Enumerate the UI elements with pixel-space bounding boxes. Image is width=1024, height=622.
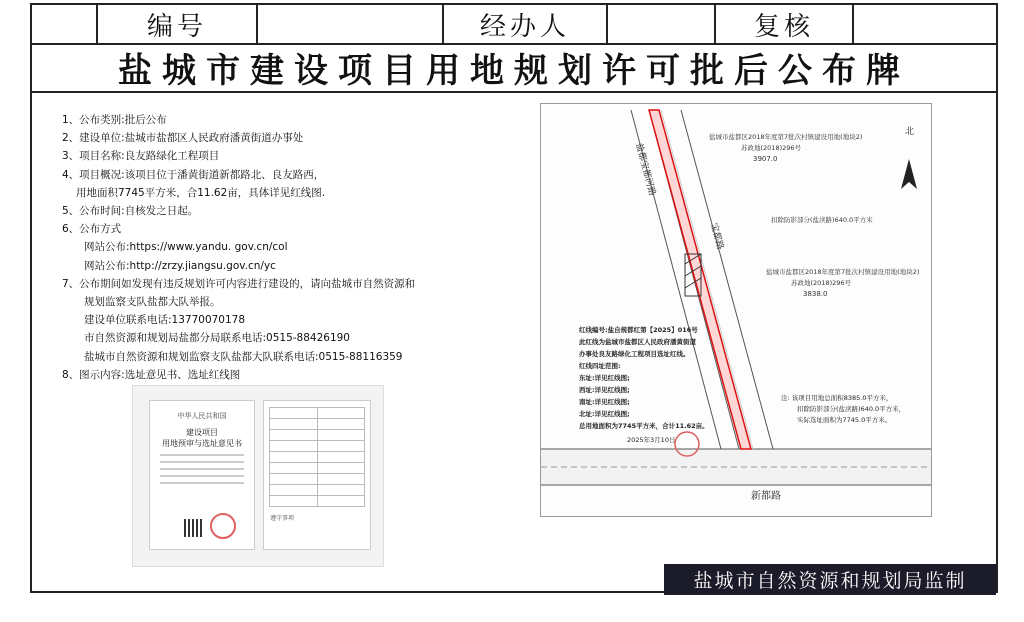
item-figures: 8、图示内容:选址意见书、选址红线图 (62, 368, 241, 381)
doc-notice-label: 遵守事项 (270, 515, 295, 522)
site-selection-document (132, 385, 384, 567)
redline-text-2: 此红线为盐城市盐都区人民政府潘黄街道 (579, 338, 696, 346)
notice-items (62, 111, 492, 384)
summary-3: 实际选址面积为7745.0平方米。 (797, 416, 892, 424)
doc-text-lines (156, 454, 248, 484)
red-line-map (540, 103, 932, 517)
header-blank-cell-3 (608, 5, 716, 43)
item-overview: 4、项目概况:该项目位于潘黄街道新都路北、良友路西， (62, 168, 325, 181)
redline-text-4: 红线四址范围: (579, 362, 621, 370)
page-title: 盐城市建设项目用地规划许可批后公布牌 (32, 43, 996, 93)
header-number: 编号 (98, 5, 258, 43)
summary-1: 注: 该项目用地总面积8385.0平方米， (781, 394, 893, 402)
parcel1-ref: 苏政地(2018)296号 (741, 144, 802, 152)
item-report: 7、公布期间如发现有违反规划许可内容进行建设的，请向盐城市自然资源和 (62, 277, 416, 290)
summary-2: 扣除防影部分(盐渎路)640.0平方米， (797, 405, 906, 413)
item-method: 6、公布方式 (62, 223, 122, 236)
redline-text-5: 东址:详见红线图; (579, 374, 630, 382)
redline-text-1: 红线编号:盐自规都红第【2025】016号 (579, 326, 698, 334)
redline-text-9: 总用地面积为7745平方米，合计11.62亩。 (579, 422, 709, 430)
deduct-top-label: 扣除防影部分(盐渎路)640.0平方米 (771, 216, 873, 224)
parcel1-label: 盐城市盐都区2018年度第7批次村镇建设用地(地块2) (709, 133, 863, 141)
item-report-cont: 规划监察支队盐都大队举报。 (84, 296, 221, 309)
doc-form-table (269, 407, 365, 507)
road-bottom-label: 新都路 (751, 491, 781, 502)
map-drawing (541, 104, 931, 516)
redline-date: 2025年3月10日 (627, 436, 676, 444)
item-time: 5、公布时间:自核发之日起。 (62, 205, 199, 218)
item-phone-team: 盐城市自然资源和规划监察支队盐都大队联系电话:0515-88116359 (84, 350, 403, 363)
official-seal-icon (210, 513, 236, 539)
redline-text-3: 办事处良友路绿化工程项目选址红线。 (579, 350, 690, 358)
item-website-2: 网站公布:http://zrzy.jiangsu.gov.cn/yc (84, 259, 276, 272)
parcel2-label: 盐城市盐都区2018年度第7批次村镇建设用地(地块2) (766, 268, 920, 276)
road-mid-label: 宝都路 (708, 222, 725, 251)
content-area (32, 91, 996, 593)
item-project-name: 3、项目名称:良友路绿化工程项目 (62, 150, 220, 163)
document-cover (149, 400, 255, 550)
doc-title-1: 建设项目 (186, 428, 218, 437)
parcel2-area: 3838.0 (803, 290, 828, 298)
document-form (263, 400, 371, 550)
redline-text-8: 北址:详见红线图; (579, 410, 630, 418)
notice-board (30, 3, 998, 593)
road-left-label: 盐都宝都河路 (633, 142, 657, 197)
north-arrow-icon (901, 159, 917, 189)
item-category: 1、公布类别:批后公布 (62, 114, 167, 126)
red-line-parcel (649, 110, 751, 449)
qr-code-icon (184, 519, 202, 537)
item-overview-cont: 用地面积7745平方米，合11.62亩，具体详见红线图. (76, 186, 326, 199)
redline-text-7: 南址:详见红线图; (579, 398, 630, 406)
footer-supervisor: 盐城市自然资源和规划局监制 (664, 564, 996, 595)
item-phone-bureau: 市自然资源和规划局盐都分局联系电话:0515-88426190 (84, 332, 350, 345)
header-blank-cell (32, 5, 98, 43)
header-reviewer: 复核 (716, 5, 854, 43)
north-label: 北 (905, 127, 915, 137)
parcel2-ref: 苏政地(2018)296号 (791, 279, 852, 287)
header-handler: 经办人 (444, 5, 608, 43)
header-blank-cell-2 (258, 5, 444, 43)
header-row (32, 5, 996, 45)
doc-issuer: 中华人民共和国 (177, 412, 227, 420)
item-unit: 2、建设单位:盐城市盐都区人民政府潘黄街道办事处 (62, 132, 304, 145)
doc-title-2: 用地预审与选址意见书 (162, 439, 242, 448)
header-blank-cell-4 (854, 5, 998, 43)
redline-text-6: 西址:详见红线图; (579, 386, 630, 394)
item-website-1: 网站公布:https://www.yandu. gov.cn/col (84, 241, 288, 254)
parcel1-area: 3907.0 (753, 155, 778, 163)
item-phone-unit: 建设单位联系电话:13770070178 (84, 314, 246, 327)
